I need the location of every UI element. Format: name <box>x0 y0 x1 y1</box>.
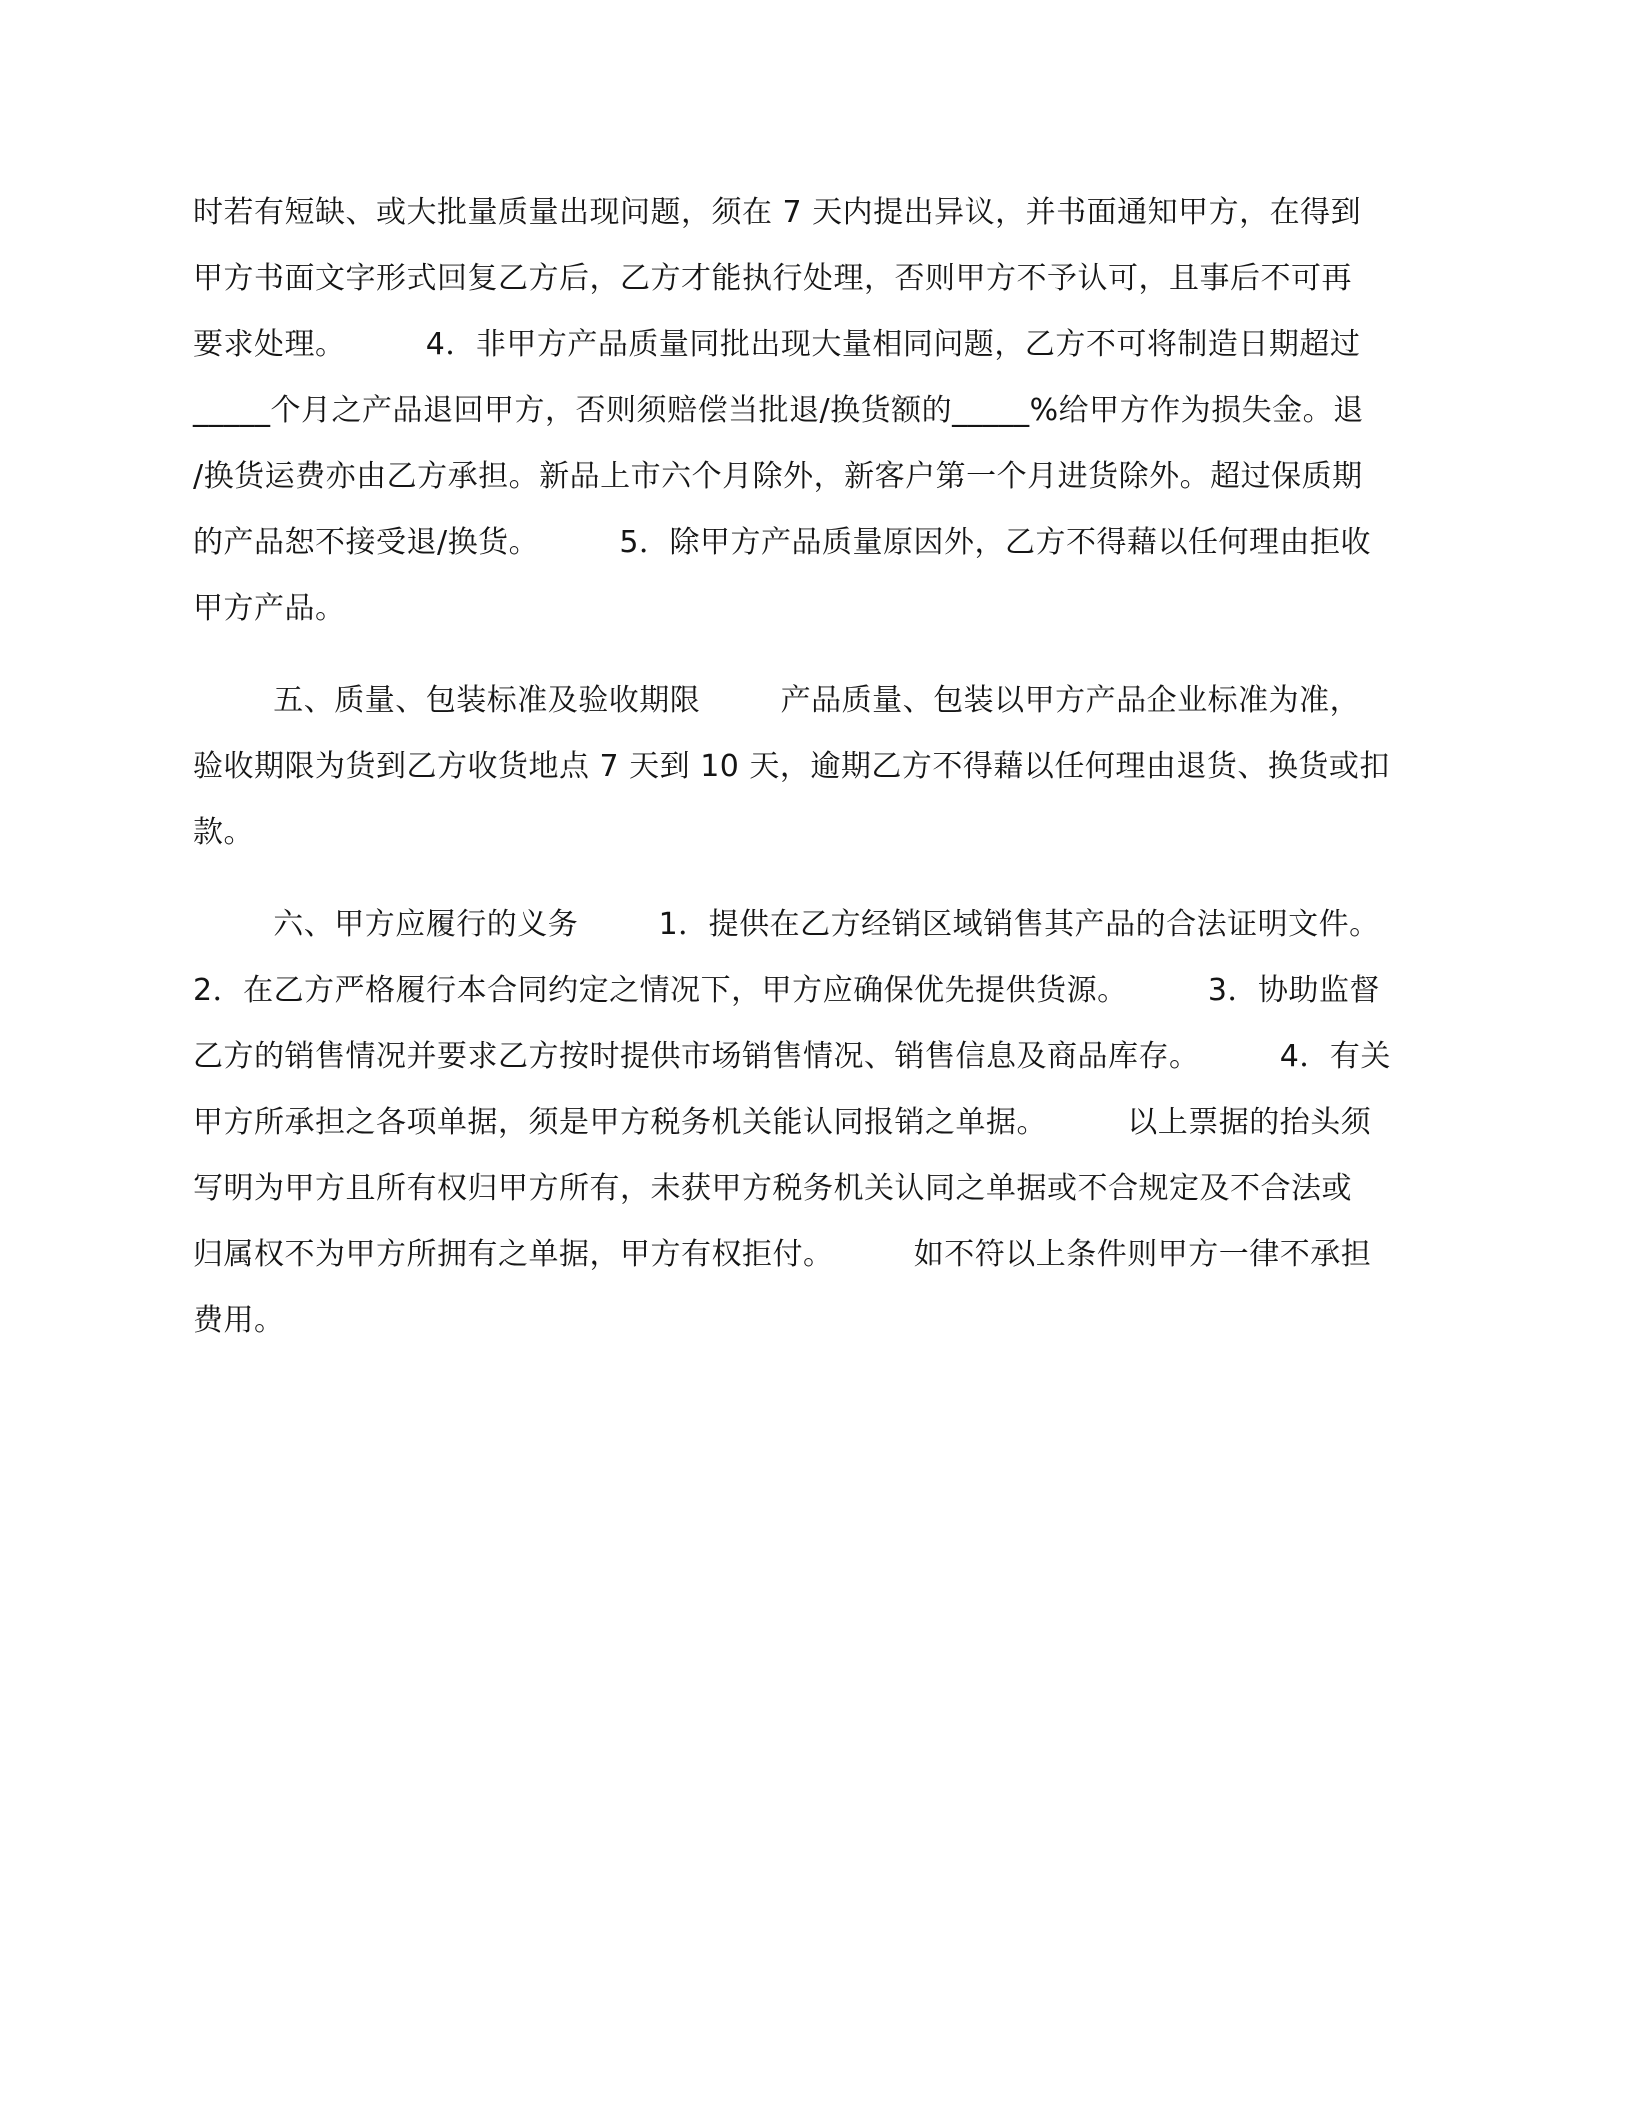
section-6-line-7: 费用。 <box>193 1303 285 1338</box>
paragraph-1-line-6: 的产品恕不接受退/换货。 5．除甲方产品质量原因外，乙方不得藉以任何理由拒收 <box>193 525 1371 560</box>
section-5-line-3: 款。 <box>193 815 254 850</box>
section-6-line-2: 2．在乙方严格履行本合同约定之情况下，甲方应确保优先提供货源。 3．协助监督 <box>193 973 1380 1008</box>
paragraph-1-line-2: 甲方书面文字形式回复乙方后，乙方才能执行处理，否则甲方不予认可，且事后不可再 <box>193 261 1352 296</box>
section-6-line-5: 写明为甲方且所有权归甲方所有，未获甲方税务机关认同之单据或不合规定及不合法或 <box>193 1171 1352 1206</box>
paragraph-1-line-3: 要求处理。 4．非甲方产品质量同批出现大量相同问题，乙方不可将制造日期超过 <box>193 327 1361 362</box>
paragraph-1-line-1: 时若有短缺、或大批量质量出现问题，须在 7 天内提出异议，并书面通知甲方，在得到 <box>193 195 1362 230</box>
paragraph-1-line-5: /换货运费亦由乙方承担。新品上市六个月除外，新客户第一个月进货除外。超过保质期 <box>193 459 1363 494</box>
section-6-line-1: 六、甲方应履行的义务 1．提供在乙方经销区域销售其产品的合法证明文件。 <box>193 907 1380 942</box>
section-6-line-3: 乙方的销售情况并要求乙方按时提供市场销售情况、销售信息及商品库存。 4．有关 <box>193 1039 1391 1074</box>
paragraph-1-line-4: _____个月之产品退回甲方，否则须赔偿当批退/换货额的_____%给甲方作为损失金。退 <box>193 393 1364 428</box>
paragraph-1-line-7: 甲方产品。 <box>193 591 346 626</box>
section-6-line-4: 甲方所承担之各项单据，须是甲方税务机关能认同报销之单据。 以上票据的抬头须 <box>193 1105 1372 1140</box>
section-5-line-2: 验收期限为货到乙方收货地点 7 天到 10 天，逾期乙方不得藉以任何理由退货、换货或扣 <box>193 749 1390 784</box>
section-5-line-1: 五、质量、包装标准及验收期限 产品质量、包装以甲方产品企业标准为准， <box>193 683 1361 718</box>
section-6-line-6: 归属权不为甲方所拥有之单据，甲方有权拒付。 如不符以上条件则甲方一律不承担 <box>193 1237 1372 1272</box>
